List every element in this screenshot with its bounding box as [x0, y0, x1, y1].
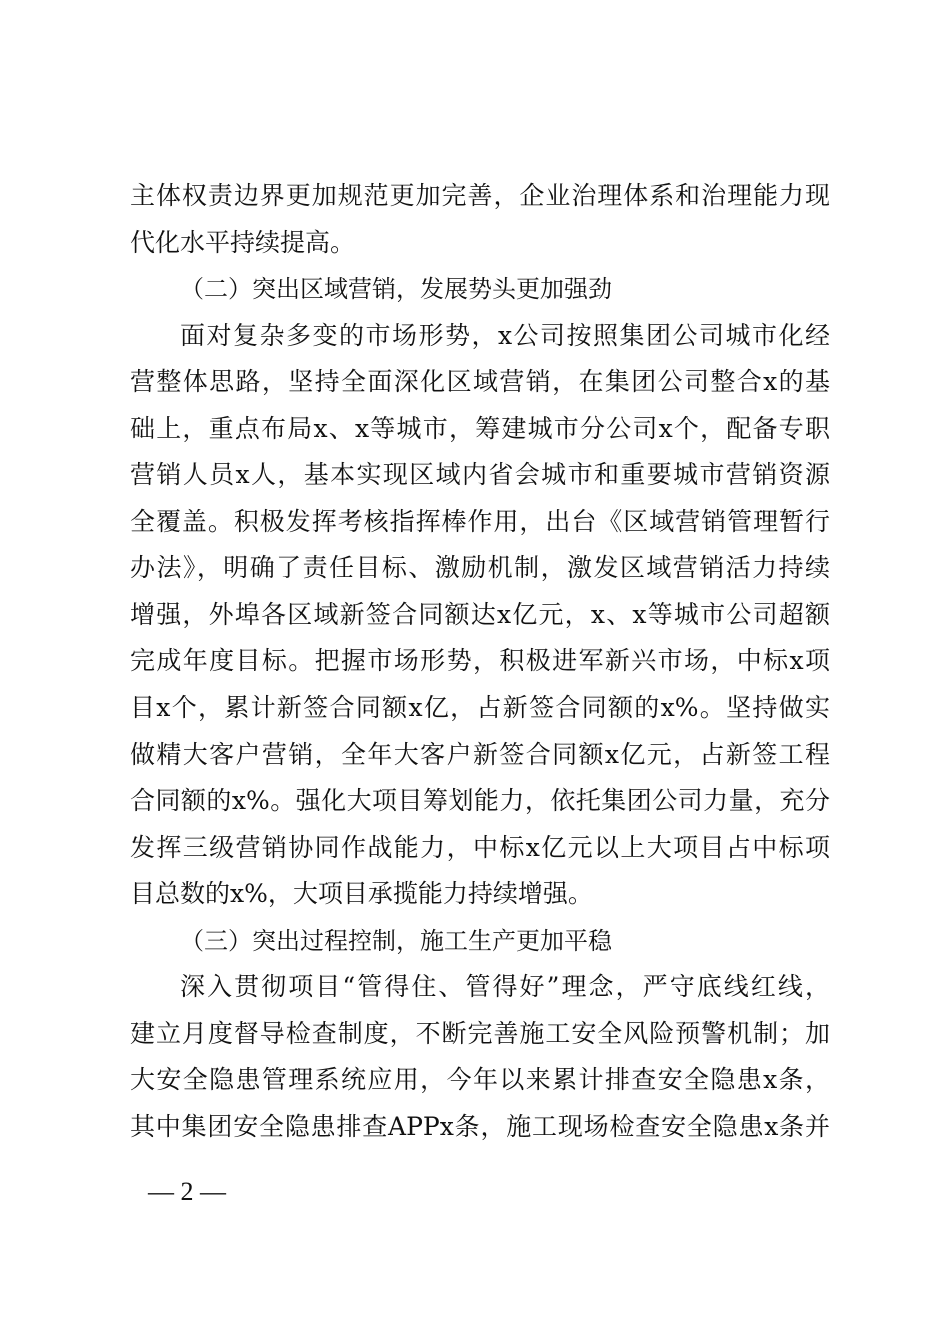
paragraph-line: 合同额的x%。强化大项目筹划能力，依托集团公司力量，充分 — [130, 786, 830, 816]
paragraph-line: 办法》，明确了责任目标、激励机制，激发区域营销活力持续 — [130, 553, 830, 583]
paragraph-line: 增强，外埠各区域新签合同额达x亿元，x、x等城市公司超额 — [130, 599, 830, 629]
paragraph-line: 目总数的x%，大项目承揽能力持续增强。 — [130, 879, 593, 909]
paragraph-line: 大安全隐患管理系统应用，今年以来累计排查安全隐患x条， — [130, 1065, 830, 1095]
paragraph-line: 建立月度督导检查制度，不断完善施工安全风险预警机制；加 — [130, 1018, 830, 1048]
paragraph-line: 完成年度目标。把握市场形势，积极进军新兴市场，中标x项 — [130, 646, 830, 676]
paragraph-line: 目x个，累计新签合同额x亿，占新签合同额的x%。坚持做实 — [130, 693, 830, 723]
paragraph-line: 全覆盖。积极发挥考核指挥棒作用，出台《区域营销管理暂行 — [130, 506, 830, 536]
paragraph-line: 营整体思路，坚持全面深化区域营销，在集团公司整合x的基 — [130, 367, 830, 397]
paragraph-line: 其中集团安全隐患排查APPx条，施工现场检查安全隐患x条并 — [130, 1111, 830, 1141]
paragraph-line: 深入贯彻项目“管得住、管得好”理念，严守底线红线， — [180, 972, 830, 1002]
section-heading-2: （二）突出区域营销，发展势头更加强劲 — [180, 275, 612, 304]
paragraph-line: 代化水平持续提高。 — [130, 227, 356, 257]
paragraph-line: 面对复杂多变的市场形势，x公司按照集团公司城市化经 — [180, 320, 830, 350]
section-heading-3: （三）突出过程控制，施工生产更加平稳 — [180, 926, 612, 955]
body-text — [130, 173, 830, 1150]
paragraph-line: 发挥三级营销协同作战能力，中标x亿元以上大项目占中标项 — [130, 832, 830, 862]
paragraph-line: 主体权责边界更加规范更加完善，企业治理体系和治理能力现 — [130, 181, 830, 210]
paragraph-line: 营销人员x人，基本实现区域内省会城市和重要城市营销资源 — [130, 460, 830, 490]
paragraph-line: 做精大客户营销，全年大客户新签合同额x亿元，占新签工程 — [130, 739, 830, 769]
page-number: — 2 — — [148, 1177, 226, 1206]
paragraph-line: 础上，重点布局x、x等城市，筹建城市分公司x个，配备专职 — [130, 413, 830, 443]
